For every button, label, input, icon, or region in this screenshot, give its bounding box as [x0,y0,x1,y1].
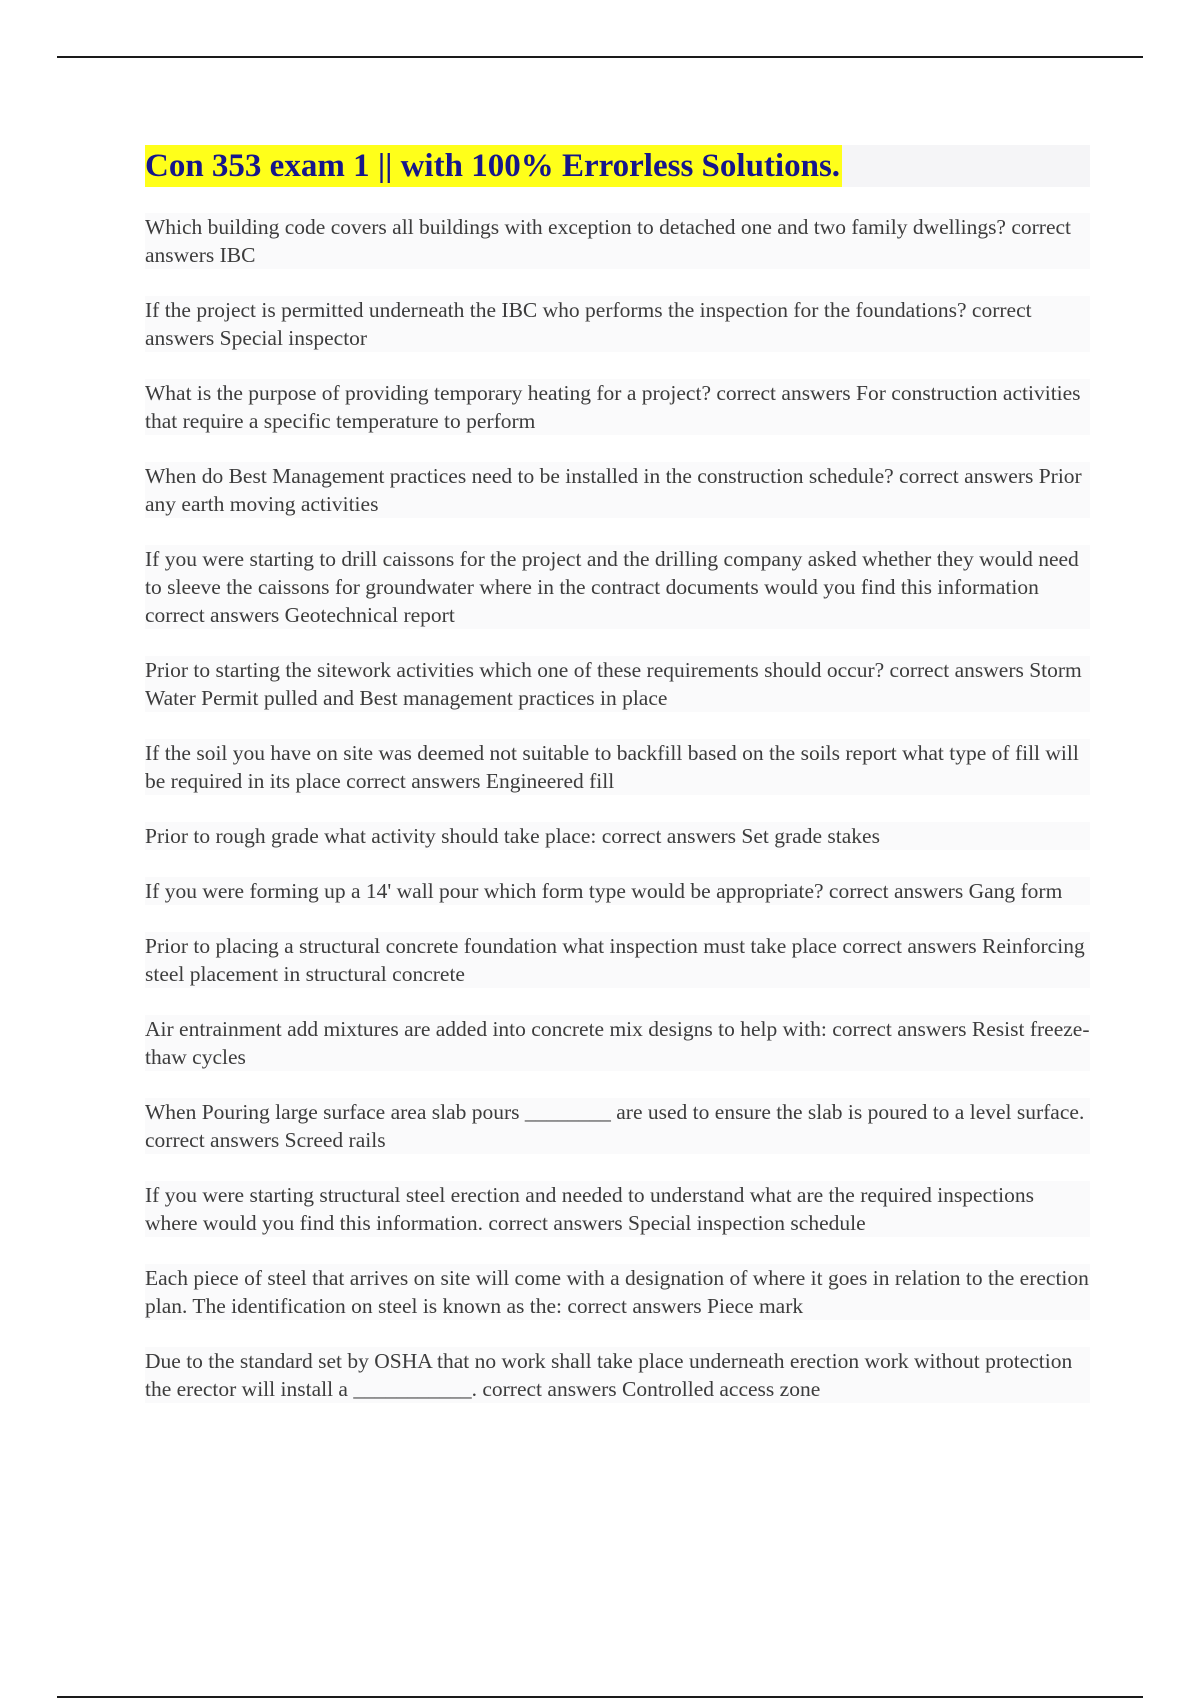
qa-item-4: When do Best Management practices need to be installed in the construction schedule? correct answers Prior any earth moving activities [145,462,1090,518]
qa-item-3: What is the purpose of providing temporary heating for a project? correct answers For construction activities that require a specific temperature to perform [145,379,1090,435]
top-rule [57,56,1143,58]
qa-item-12: When Pouring large surface area slab pours ________ are used to ensure the slab is poured to a level surface. correct answers Screed rails [145,1098,1090,1154]
qa-item-7: If the soil you have on site was deemed not suitable to backfill based on the soils report what type of fill will be required in its place correct answers Engineered fill [145,739,1090,795]
qa-item-8: Prior to rough grade what activity should take place: correct answers Set grade stakes [145,822,1090,850]
qa-item-11: Air entrainment add mixtures are added into concrete mix designs to help with: correct answers Resist freeze-thaw cycles [145,1017,1090,1069]
qa-item-13: If you were starting structural steel erection and needed to understand what are the required inspections where would you find this information. correct answers Special inspection schedule [145,1181,1090,1237]
title-block [145,145,1090,187]
qa-item-5: If you were starting to drill caissons for the project and the drilling company asked whether they would need to sleeve the caissons for groundwater where in the contract documents would you find this information correct answers Geotechnical report [145,545,1090,629]
qa-item-1: Which building code covers all buildings with exception to detached one and two family dwellings? correct answers IBC [145,213,1090,269]
document-body [145,145,1090,1430]
qa-item-10: Prior to placing a structural concrete foundation what inspection must take place correct answers Reinforcing steel placement in structural concrete [145,932,1090,988]
qa-item-15: Due to the standard set by OSHA that no work shall take place underneath erection work without protection the erector will install a ___________. correct answers Controlled access zone [145,1347,1090,1403]
document-title: Con 353 exam 1 || with 100% Errorless Solutions. [145,145,842,187]
qa-item-14: Each piece of steel that arrives on site will come with a designation of where it goes in relation to the erection plan. The identification on steel is known as the: correct answers Piece mark [145,1266,1089,1318]
qa-item-6: Prior to starting the sitework activities which one of these requirements should occur? correct answers Storm Water Permit pulled and Best management practices in place [145,656,1090,712]
bottom-rule [57,1696,1143,1698]
qa-item-9: If you were forming up a 14' wall pour which form type would be appropriate? correct answers Gang form [145,877,1090,905]
qa-item-2: If the project is permitted underneath the IBC who performs the inspection for the foundations? correct answers Special inspector [145,296,1090,352]
